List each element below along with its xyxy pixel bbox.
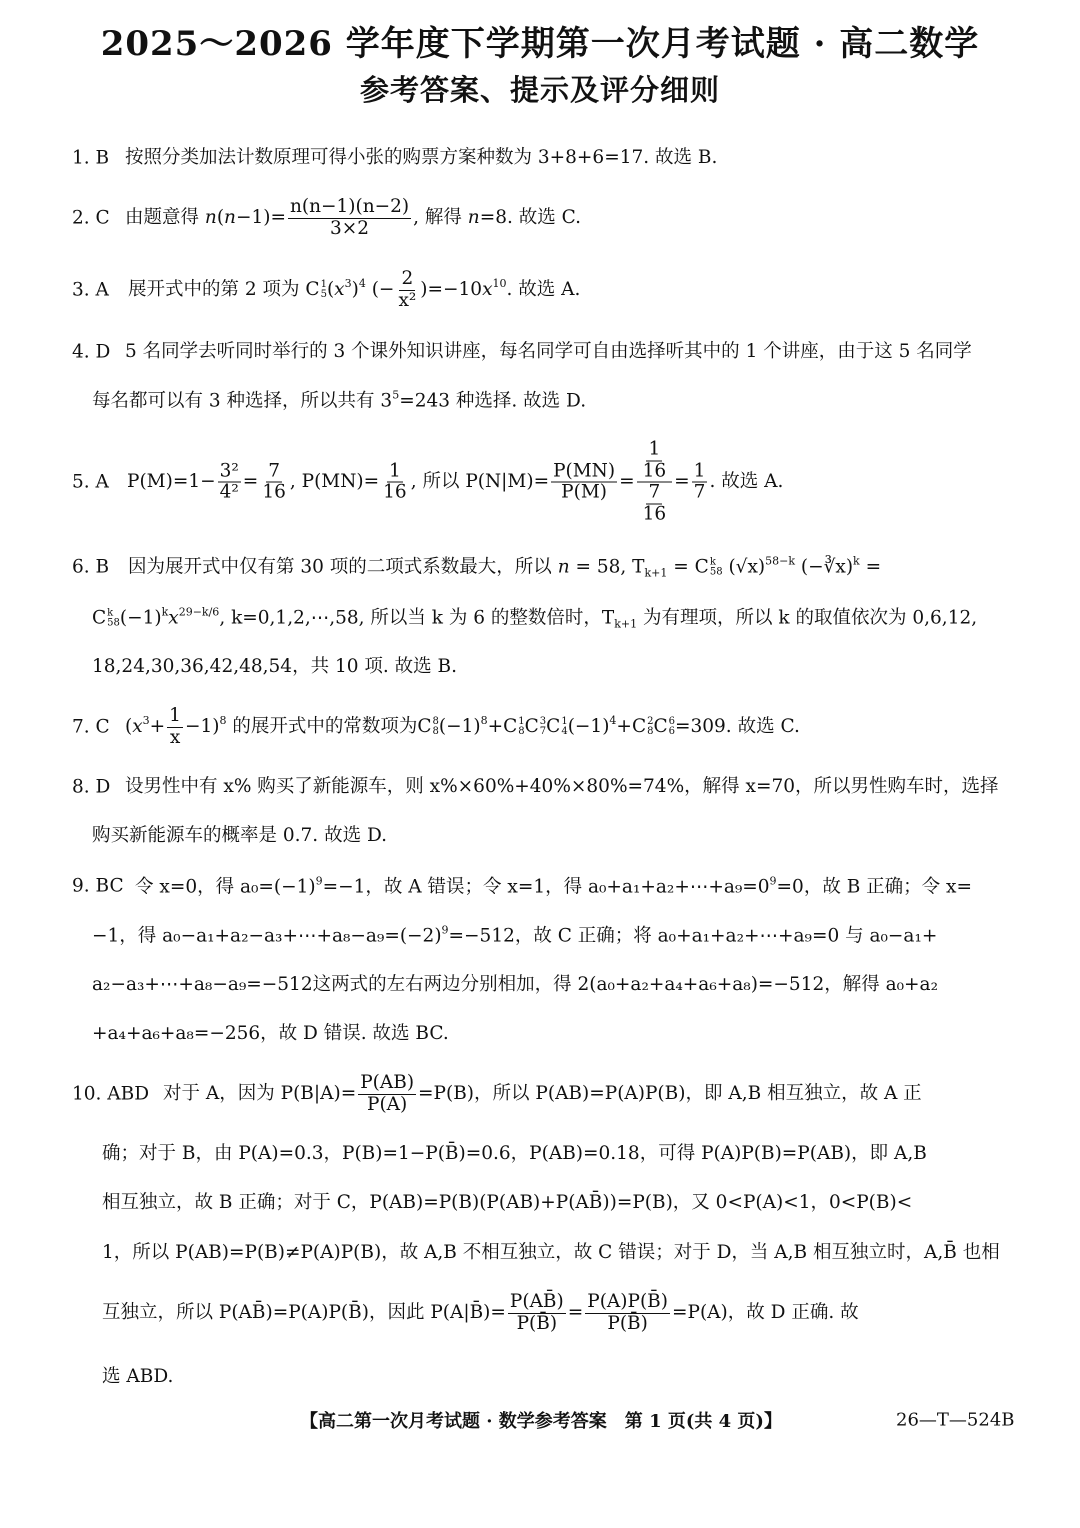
combination-k: 1 <box>561 716 568 728</box>
answer-label: 6. B <box>72 556 110 578</box>
combination-n: 8 <box>647 726 654 738</box>
text-run: . 故选 A. <box>506 279 581 300</box>
answer-line <box>102 1142 927 1164</box>
answer-line <box>102 1241 1000 1263</box>
combination-letter: C <box>631 716 647 737</box>
combination-k: k <box>107 607 114 619</box>
combination-symbol <box>525 717 547 737</box>
answer-label: 4. D <box>72 341 111 363</box>
answer-label: 8. D <box>72 776 111 798</box>
math-variable: n <box>224 207 236 228</box>
text-run: −1)= <box>235 207 286 228</box>
fraction-denominator: 16 <box>262 481 286 503</box>
fraction-denominator: x <box>169 726 181 748</box>
text-run: 设男性中有 x% 购买了新能源车，则 x%×60%+40%×80%=74%，解得 x=70，所以男性购车时，选择 <box>125 775 999 797</box>
text-run: = 58, T <box>569 556 645 578</box>
combination-k: 1 <box>320 279 327 291</box>
math-variable: x <box>132 716 143 737</box>
combination-letter: C <box>503 716 518 737</box>
answer-line <box>92 389 586 411</box>
text-run: 相互独立，故 B 正确；对于 C，P(AB)=P(B)(P(AB)+P(AB̄))=P(B)，又 0<P(A)<1，0<P(B)< <box>102 1191 913 1213</box>
fraction-denominator: 7 <box>693 481 706 503</box>
text-run: 18,24,30,36,42,48,54，共 10 项. 故选 B. <box>92 655 457 677</box>
document-title: 2025～2026 学年度下学期第一次月考试题 · 高二数学 <box>100 24 980 64</box>
text-run: (−1) <box>567 716 610 737</box>
text-run: 购买新能源车的概率是 0.7. 故选 D. <box>92 824 387 846</box>
fraction <box>381 462 409 502</box>
text-run: =0，故 B 正确；令 x= <box>776 876 972 898</box>
text-run: , P(MN)= <box>289 471 380 492</box>
answer-line <box>92 973 939 995</box>
fraction-numerator: P(AB) <box>360 1072 415 1093</box>
fraction <box>585 1293 670 1333</box>
combination-k: 6 <box>668 716 675 728</box>
text-run: (−1) <box>119 607 162 629</box>
subscript: k+1 <box>614 617 638 631</box>
fraction-numerator: P(MN) <box>553 460 616 481</box>
fraction <box>637 438 673 524</box>
text-run: (−1) <box>438 716 481 737</box>
combination-k: 8 <box>432 716 439 728</box>
fraction-numerator: 7 <box>648 481 661 503</box>
combination-symbol <box>695 558 723 578</box>
answer-line <box>92 655 457 677</box>
text-run: 的展开式中的常数项为 <box>226 716 418 737</box>
text-run: 每名都可以有 3 种选择，所以共有 3 <box>92 390 393 412</box>
combination-n: 5 <box>320 289 327 301</box>
answer-line <box>125 146 718 168</box>
combination-symbol <box>632 717 654 737</box>
answer-line <box>92 1022 449 1044</box>
combination-symbol <box>305 280 327 300</box>
text-run: =309. 故选 C. <box>675 716 800 737</box>
text-run: , 解得 <box>413 207 468 228</box>
document-code: 26—T—524B <box>896 1409 1015 1431</box>
combination-symbol <box>653 717 675 737</box>
text-run: 互独立，所以 P(AB̄)=P(A)P(B̄)，因此 P(A|B̄)= <box>102 1302 506 1323</box>
text-run: , k=0,1,2,⋯,58, 所以当 k 为 6 的整数倍时，T <box>219 607 615 629</box>
math-variable: n <box>204 207 217 228</box>
combination-n: 8 <box>432 726 439 738</box>
answer-label: 9. BC <box>72 875 124 897</box>
superscript: 58−k <box>765 554 795 568</box>
combination-k: 1 <box>518 716 525 728</box>
text-run: 展开式中的第 2 项为 <box>128 279 306 300</box>
page-footer: 【高二第一次月考试题 · 数学参考答案 第 1 页(共 4 页)】 <box>300 1411 782 1432</box>
answer-line <box>92 924 937 946</box>
text-run: (√x) <box>722 556 766 578</box>
combination-k: k <box>709 556 716 568</box>
fraction <box>358 1074 416 1114</box>
combination-letter: C <box>694 556 709 578</box>
answer-line <box>125 198 581 238</box>
fraction-denominator <box>637 483 673 524</box>
text-run: =−1，故 A 错误；令 x=1，得 a₀+a₁+a₂+⋯+a₉=0 <box>322 876 770 898</box>
text-run: = <box>859 556 882 578</box>
answer-label: 1. B <box>72 147 110 169</box>
text-run: + <box>149 716 166 737</box>
combination-n: 8 <box>518 726 525 738</box>
superscript: 5 <box>392 388 400 402</box>
text-run: . 故选 A. <box>709 471 784 492</box>
combination-symbol <box>503 717 525 737</box>
answer-label: 7. C <box>72 716 110 738</box>
answer-line <box>163 1074 922 1114</box>
combination-letter: C <box>653 716 668 737</box>
text-run: ( <box>125 716 133 737</box>
combination-n: 58 <box>709 566 723 578</box>
combination-letter: C <box>305 279 320 300</box>
fraction-denominator: 16 <box>642 503 667 524</box>
combination-symbol <box>417 717 439 737</box>
math-variable: x <box>168 607 179 629</box>
combination-k: 3 <box>539 716 547 728</box>
combination-symbol <box>92 609 120 629</box>
subscript: k+1 <box>644 566 668 580</box>
superscript: k <box>161 605 169 619</box>
superscript: 9 <box>315 874 323 888</box>
fraction-denominator: x² <box>398 289 417 311</box>
fraction-numerator: 7 <box>268 460 280 481</box>
text-run: 按照分类加法计数原理可得小张的购票方案种数为 3+8+6=17. 故选 B. <box>125 146 718 168</box>
answer-label: 10. ABD <box>72 1083 150 1105</box>
superscript: 9 <box>769 874 777 888</box>
answer-line <box>128 556 881 579</box>
text-run: 由题意得 <box>125 207 205 228</box>
text-run: 选 ABD. <box>102 1365 174 1387</box>
fraction-numerator: 2 <box>401 268 414 289</box>
text-run: 令 x=0，得 a₀=(−1) <box>135 876 316 898</box>
document-subtitle: 参考答案、提示及评分细则 <box>359 73 720 107</box>
answer-line <box>92 607 977 630</box>
answer-line <box>102 1191 913 1213</box>
text-run: 因为展开式中仅有第 30 项的二项式系数最大，所以 <box>128 556 558 578</box>
fraction-numerator: 1 <box>648 438 661 460</box>
fraction-numerator: 1 <box>389 460 401 481</box>
superscript: 10 <box>492 277 507 290</box>
text-run: +a₄+a₆+a₈=−256，故 D 错误. 故选 BC. <box>92 1022 449 1044</box>
text-run: = <box>674 471 690 492</box>
answer-line <box>92 824 387 846</box>
answer-label: 5. A <box>72 471 109 493</box>
answer-line <box>125 340 972 362</box>
fraction-numerator: 3² <box>219 460 239 481</box>
text-run: )=−10 <box>420 279 483 300</box>
combination-n: 6 <box>668 726 675 738</box>
combination-k: 2 <box>647 716 654 728</box>
text-run: + <box>487 716 504 737</box>
answer-line <box>125 707 800 747</box>
fraction <box>641 481 669 524</box>
text-run: = <box>667 556 695 578</box>
text-run: −1，得 a₀−a₁+a₂−a₃+⋯+a₈−a₉=(−2) <box>92 925 442 947</box>
fraction <box>396 270 418 310</box>
superscript: 3 <box>344 277 352 290</box>
answer-label: 3. A <box>72 279 109 301</box>
text-run: (− <box>365 279 395 300</box>
answer-label: 2. C <box>72 207 110 229</box>
text-run: =P(A)，故 D 正确. 故 <box>672 1302 859 1323</box>
math-variable: x <box>334 279 345 300</box>
combination-letter: C <box>546 716 561 737</box>
text-run: =−512，故 C 正确；将 a₀+a₁+a₂+⋯+a₉=0 与 a₀−a₁+ <box>448 925 938 947</box>
fraction <box>218 462 241 502</box>
answer-line <box>135 875 972 897</box>
fraction-denominator: P(A) <box>367 1093 408 1115</box>
superscript: 3 <box>142 714 150 727</box>
text-run: −1) <box>184 716 220 737</box>
fraction-denominator: 4² <box>219 481 239 503</box>
combination-indices <box>710 558 723 578</box>
answer-line <box>125 775 999 797</box>
fraction <box>551 462 617 502</box>
combination-letter: C <box>417 716 432 737</box>
fraction-denominator: P(B̄) <box>607 1312 648 1334</box>
fraction-denominator: 16 <box>383 481 407 503</box>
text-run: a₂−a₃+⋯+a₈−a₉=−512这两式的左右两边分别相加，得 2(a₀+a₂+a₄+a₆+a₈)=−512，解得 a₀+a₂ <box>92 973 939 995</box>
fraction-numerator: n(n−1)(n−2) <box>289 196 410 217</box>
fraction <box>167 707 183 747</box>
text-run: 确；对于 B，由 P(A)=0.3，P(B)=1−P(B̄)=0.6，P(AB)=0.18，可得 P(A)P(B)=P(AB)，即 A,B <box>102 1142 927 1164</box>
fraction-numerator: 1 <box>693 460 706 481</box>
combination-n: 7 <box>539 726 547 738</box>
text-run: 为有理项，所以 k 的取值依次为 0,6,12, <box>637 607 978 629</box>
superscript: 9 <box>441 923 449 937</box>
text-run: =8. 故选 C. <box>479 207 581 228</box>
fraction-denominator: 16 <box>642 460 667 481</box>
superscript: 8 <box>480 714 488 727</box>
combination-letter: C <box>524 716 539 737</box>
fraction-denominator: P(B̄) <box>516 1312 558 1334</box>
superscript: 29−k/6 <box>178 605 220 619</box>
text-run: = <box>619 471 635 492</box>
answer-line <box>127 438 784 524</box>
math-variable: x <box>482 279 493 300</box>
combination-symbol <box>546 717 568 737</box>
fraction-denominator: 3×2 <box>330 217 370 239</box>
text-run: =P(B)，所以 P(AB)=P(A)P(B)，即 A,B 相互独立，故 A 正 <box>418 1083 922 1104</box>
text-run: = <box>567 1302 584 1323</box>
text-run: + <box>616 716 632 737</box>
text-run: 对于 A，因为 P(B|A)= <box>163 1083 357 1104</box>
fraction-numerator: 1 <box>169 705 181 726</box>
superscript: 8 <box>219 714 227 727</box>
text-run: ( <box>326 279 335 300</box>
text-run: =243 种选择. 故选 D. <box>399 390 587 412</box>
math-variable: n <box>467 207 480 228</box>
fraction <box>692 462 708 502</box>
superscript: 4 <box>358 277 366 290</box>
combination-n: 4 <box>561 726 568 738</box>
combination-indices <box>107 609 120 629</box>
text-run: ) <box>351 279 359 300</box>
fraction-numerator: P(A)P(B̄) <box>587 1291 668 1312</box>
math-variable: n <box>557 556 570 578</box>
superscript: 4 <box>609 714 617 727</box>
answer-line <box>102 1365 174 1387</box>
superscript: k <box>853 554 860 568</box>
text-run: , 所以 P(N|M)= <box>410 471 550 492</box>
text-run: ( <box>216 207 225 228</box>
combination-letter: C <box>92 607 107 629</box>
text-run: = <box>242 471 259 492</box>
fraction-numerator <box>637 438 673 483</box>
text-run: 5 名同学去听同时举行的 3 个课外知识讲座，每名同学可自由选择听其中的 1 个讲座，由于这 5 名同学 <box>125 340 972 362</box>
combination-n: 58 <box>107 617 120 629</box>
text-run: 1，所以 P(AB)=P(B)≠P(A)P(B)，故 A,B 不相互独立，故 C 错误；对于 D，当 A,B 相互独立时，A,B̄ 也相 <box>102 1241 1000 1263</box>
fraction <box>288 198 411 238</box>
answer-line <box>128 270 580 310</box>
answer-line <box>102 1293 859 1333</box>
text-run: (−∛x) <box>795 556 854 578</box>
fraction-denominator: P(M) <box>561 481 607 503</box>
fraction-numerator: P(AB̄) <box>509 1291 564 1312</box>
fraction <box>260 462 288 502</box>
fraction <box>508 1293 566 1333</box>
fraction <box>641 438 669 481</box>
text-run: P(M)=1− <box>127 471 216 492</box>
